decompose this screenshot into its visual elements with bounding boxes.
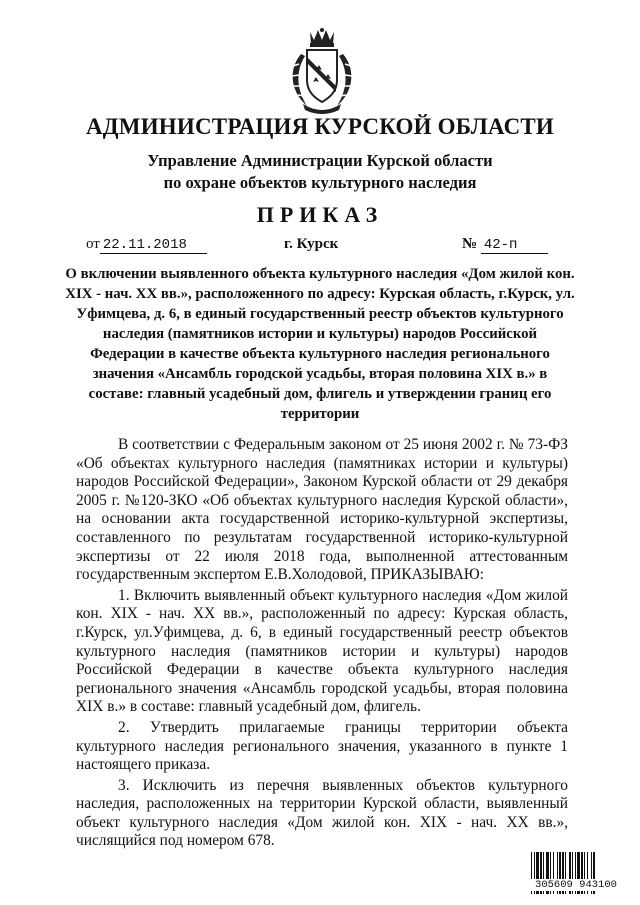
department-line-1: Управление Администрации Курской области bbox=[147, 151, 493, 170]
organization-department bbox=[0, 150, 640, 194]
document-city: г. Курск bbox=[284, 236, 339, 252]
organization-title: АДМИНИСТРАЦИЯ КУРСКОЙ ОБЛАСТИ bbox=[85, 114, 555, 139]
number-value: 42-п bbox=[481, 237, 548, 254]
coat-of-arms-icon bbox=[283, 28, 361, 114]
document-number bbox=[462, 236, 548, 254]
date-value: 22.11.2018 bbox=[100, 237, 207, 254]
document-body bbox=[76, 436, 568, 851]
date-prefix: от bbox=[86, 236, 100, 252]
order-item-1: 1. Включить выявленный объект культурного наследия «Дом жилой кон. XIX - нач. XX вв.», расположенный по адресу: Курская область, г.Курск, ул.Уфимцева, д. 6, в единый государственный реестр объектов культурного наследия (памятников истории и культуры) народов Российской Федерации в качестве объекта культурного наследия регионального значения «Ансамбль городской усадьбы, вторая половина XIX в.» в составе: главный усадебный дом, флигель. bbox=[76, 586, 568, 716]
document-date bbox=[86, 236, 207, 254]
department-line-2: по охране объектов культурного наследия bbox=[163, 173, 477, 192]
order-item-3: 3. Исключить из перечня выявленных объектов культурного наследия, расположенных на территории Курской области, выявленный объект культурного наследия «Дом жилой кон. XIX - нач. XX вв.», числящийся под номером 678. bbox=[76, 776, 568, 850]
order-item-2: 2. Утвердить прилагаемые границы территории объекта культурного наследия регионального значения, указанного в пункте 1 настоящего приказа. bbox=[76, 718, 568, 774]
barcode-number: 305609 943100 bbox=[530, 879, 622, 891]
number-prefix: № bbox=[462, 236, 478, 252]
document-type: ПРИКАЗ bbox=[256, 202, 384, 227]
document-subject: О включении выявленного объекта культурного наследия «Дом жилой кон. XIX - нач. XX вв.», расположенного по адресу: Курская область, г.Курск, ул. Уфимцева, д. 6, в единый государственный реестр объектов культурного наследия (памятников истории и культуры) народов Российской Федерации в качестве объекта культурного наследия регионального значения «Ансамбль городской усадьбы, вторая половина XIX в.» в составе: главный усадебный дом, флигель и утверждении границ его территории bbox=[65, 266, 575, 422]
preamble-paragraph: В соответствии с Федеральным законом от 25 июня 2002 г. № 73-ФЗ «Об объектах культурного наследия (памятниках истории и культуры) народов Российской Федерации», Законом Курской области от 29 декабря 2005 г. №120-ЗКО «Об объектах культурного наследия Курской области», на основании акта государственной историко-культурной экспертизы, составленного по результатам государственной историко-культурной экспертизы от 22 июля 2018 года, выполненной аттестованным государственным экспертом Е.В.Холодовой, ПРИКАЗЫВАЮ: bbox=[76, 436, 568, 584]
